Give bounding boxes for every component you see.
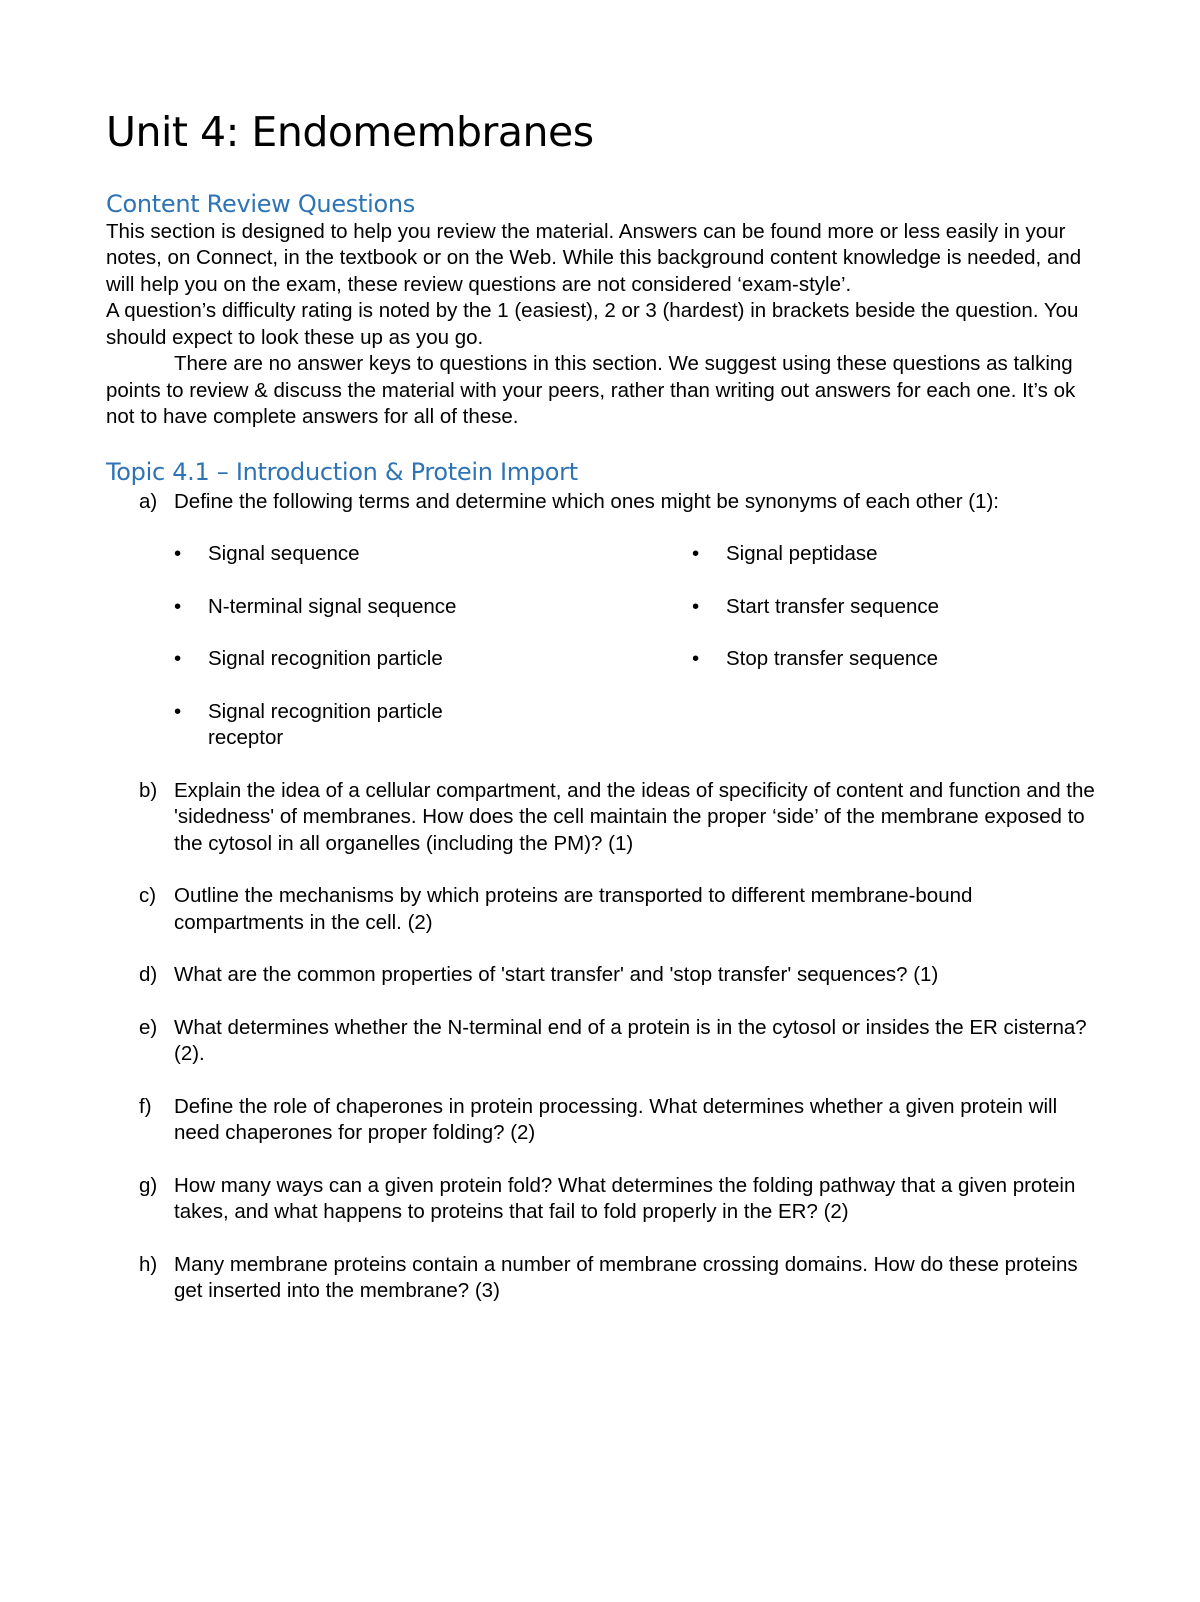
term-text: Signal peptidase	[726, 542, 878, 566]
question-text: How many ways can a given protein fold? What determines the folding pathway that a given protein takes, and what happens to proteins that fail to fold properly in the ER? (2)	[174, 1173, 1076, 1224]
term-item	[174, 699, 488, 752]
term-item	[174, 541, 692, 568]
question-text: What are the common properties of 'start transfer' and 'stop transfer' sequences? (1)	[174, 963, 939, 987]
intro-paragraph: This section is designed to help you review the material. Answers can be found more or less easily in your notes, on Connect, in the textbook or on the Web. While this background content knowledge is needed, and will help you on the exam, these review questions are not considered ‘exam-style’.	[106, 219, 1082, 296]
term-item	[692, 646, 1092, 673]
question-text: Define the following terms and determine which ones might be synonyms of each other (1):	[174, 489, 999, 513]
question-letter: c)	[139, 884, 157, 908]
bullet-icon: •	[692, 594, 700, 618]
question-text: What determines whether the N-terminal end of a protein is in the cytosol or insides the ER cisterna? (2).	[174, 1015, 1087, 1066]
term-text: Signal recognition particle receptor	[208, 699, 443, 750]
terms-list	[106, 541, 1096, 752]
question-item	[106, 962, 1096, 989]
question-letter: g)	[139, 1173, 158, 1197]
term-text: Start transfer sequence	[726, 594, 940, 618]
difficulty-paragraph: A question’s difficulty rating is noted by the 1 (easiest), 2 or 3 (hardest) in brackets beside the question. You should expect to look these up as you go.	[106, 299, 1079, 349]
question-item	[106, 1173, 1096, 1226]
content-review-heading: Content Review Questions	[106, 190, 415, 219]
term-text: Signal sequence	[208, 542, 360, 566]
question-text: Explain the idea of a cellular compartment, and the ideas of specificity of content and function and the 'sidedness' of membranes. How does the cell maintain the proper ‘side’ of the membrane exposed to the cytosol in all organelles (including the PM)? (1)	[174, 778, 1095, 855]
bullet-icon: •	[174, 542, 182, 566]
term-item	[692, 541, 1092, 568]
question-letter: e)	[139, 1015, 158, 1039]
topic-heading: Topic 4.1 – Introduction & Protein Import	[106, 457, 578, 486]
question-text: Many membrane proteins contain a number of membrane crossing domains. How do these proteins get inserted into the membrane? (3)	[174, 1252, 1078, 1303]
document-page	[106, 108, 1096, 1305]
bullet-icon: •	[174, 699, 182, 723]
answer-keys-paragraph: There are no answer keys to questions in this section. We suggest using these questions as talking points to review & discuss the material with your peers, rather than writing out answers for each one. It’s ok not to have complete answers for all of these.	[106, 352, 1076, 429]
term-item	[174, 646, 692, 673]
bullet-icon: •	[692, 542, 700, 566]
term-text: N-terminal signal sequence	[208, 594, 457, 618]
term-item	[692, 594, 1092, 621]
question-text: Define the role of chaperones in protein processing. What determines whether a given protein will need chaperones for proper folding? (2)	[174, 1094, 1058, 1145]
question-letter: b)	[139, 778, 158, 802]
question-list-continued	[106, 778, 1096, 1305]
question-item	[106, 1015, 1096, 1068]
question-item	[106, 1094, 1096, 1147]
question-letter: a)	[139, 489, 158, 513]
question-item	[106, 778, 1096, 858]
question-letter: h)	[139, 1252, 158, 1276]
question-item	[106, 883, 1096, 936]
term-text: Signal recognition particle	[208, 647, 443, 671]
question-letter: f)	[139, 1094, 152, 1118]
question-item	[106, 489, 1096, 516]
question-item	[106, 1252, 1096, 1305]
page-title: Unit 4: Endomembranes	[106, 108, 594, 156]
bullet-icon: •	[174, 647, 182, 671]
bullet-icon: •	[174, 594, 182, 618]
term-item	[174, 594, 692, 621]
question-letter: d)	[139, 963, 158, 987]
bullet-icon: •	[692, 647, 700, 671]
term-text: Stop transfer sequence	[726, 647, 938, 671]
question-list	[106, 489, 1096, 516]
question-text: Outline the mechanisms by which proteins are transported to different membrane-bound compartments in the cell. (2)	[174, 884, 973, 934]
